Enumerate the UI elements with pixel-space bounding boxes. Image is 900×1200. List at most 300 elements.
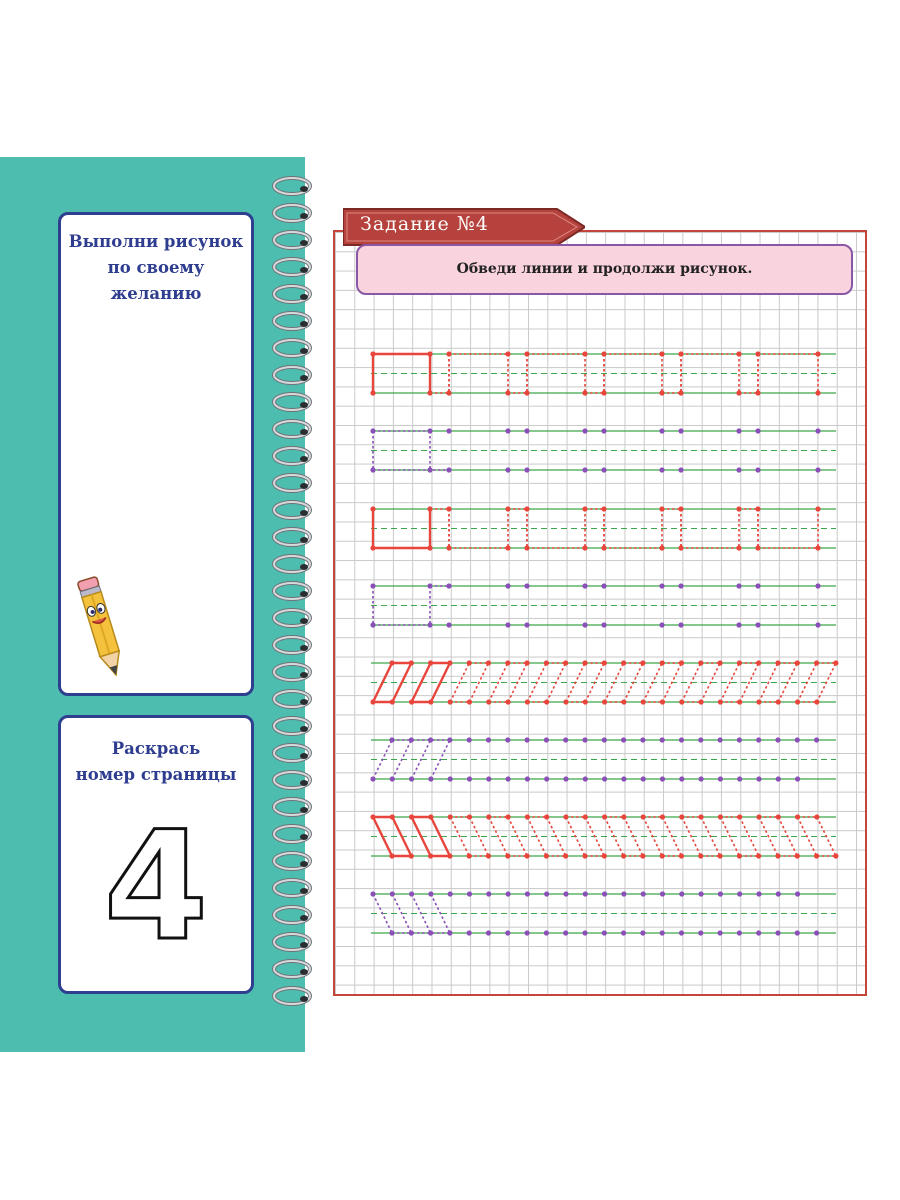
guide-dot (525, 699, 530, 704)
guide-dot (601, 545, 606, 550)
guide-dot (448, 891, 453, 896)
guide-dot (660, 737, 665, 742)
guide-dot (448, 776, 453, 781)
guide-dot (718, 930, 723, 935)
guide-dot (390, 699, 395, 704)
guide-dot (505, 428, 510, 433)
guide-dot (428, 930, 433, 935)
free-drawing-title-line1: Выполни рисунок (68, 232, 244, 251)
task-instruction: Обведи линии и продолжи рисунок. (356, 244, 853, 295)
spiral-ring (274, 745, 310, 761)
guide-dot (563, 814, 568, 819)
guide-dot (486, 814, 491, 819)
guide-dot (718, 891, 723, 896)
page-number-digit: 4 (103, 818, 209, 948)
spiral-ring (274, 907, 310, 923)
guide-dot (409, 699, 414, 704)
guide-dot (602, 814, 607, 819)
guide-dot (795, 699, 800, 704)
guide-dot (736, 622, 741, 627)
guide-dot (446, 506, 451, 511)
guide-dot (582, 351, 587, 356)
guide-dot (776, 814, 781, 819)
guide-dot (814, 699, 819, 704)
guide-dot (756, 814, 761, 819)
guide-dot (833, 660, 838, 665)
guide-dot (409, 776, 414, 781)
spiral-ring (274, 394, 310, 410)
guide-dot (679, 930, 684, 935)
guide-dot (389, 930, 394, 935)
guide-dot (370, 351, 375, 356)
pencil-mascot-icon (77, 571, 127, 687)
guide-dot (602, 891, 607, 896)
guide-dot (755, 506, 760, 511)
guide-dot (736, 545, 741, 550)
guide-dot (486, 930, 491, 935)
guide-dot (506, 699, 511, 704)
guide-dot (659, 390, 664, 395)
spiral-ring (274, 178, 310, 194)
guide-dot (467, 737, 472, 742)
guide-dot (815, 390, 820, 395)
spiral-ring (274, 205, 310, 221)
guide-dot (505, 583, 510, 588)
guide-dot (602, 699, 607, 704)
guide-dot (447, 930, 452, 935)
guide-dot (427, 583, 432, 588)
spiral-ring (274, 718, 310, 734)
guide-dot (602, 660, 607, 665)
guide-dot (601, 428, 606, 433)
guide-dot (756, 737, 761, 742)
guide-dot (718, 737, 723, 742)
spiral-ring (274, 475, 310, 491)
guide-dot (679, 776, 684, 781)
guide-dot (776, 891, 781, 896)
guide-dot (737, 699, 742, 704)
guide-dot (467, 699, 472, 704)
guide-dot (446, 583, 451, 588)
guide-dot (698, 930, 703, 935)
spiral-ring (274, 691, 310, 707)
guide-dot (640, 930, 645, 935)
guide-dot (641, 814, 646, 819)
spiral-ring (274, 313, 310, 329)
guide-dot (428, 891, 433, 896)
guide-dot (525, 930, 530, 935)
guide-dot (659, 583, 664, 588)
spiral-ring (274, 259, 310, 275)
trace-segment (605, 817, 624, 856)
guide-dot (505, 737, 510, 742)
guide-dot (737, 776, 742, 781)
guide-dot (679, 891, 684, 896)
guide-dot (428, 699, 433, 704)
guide-dot (448, 699, 453, 704)
page-number-outline[interactable] (101, 818, 211, 948)
spiral-ring (274, 637, 310, 653)
guide-dot (409, 660, 414, 665)
guide-dot (390, 776, 395, 781)
guide-dot (718, 699, 723, 704)
guide-dot (621, 699, 626, 704)
spiral-ring (274, 556, 310, 572)
guide-dot (582, 545, 587, 550)
tracing-exercise[interactable] (333, 230, 867, 996)
guide-dot (718, 853, 723, 858)
guide-dot (370, 776, 375, 781)
guide-dot (602, 853, 607, 858)
spiral-ring (274, 853, 310, 869)
guide-dot (428, 737, 433, 742)
guide-dot (659, 622, 664, 627)
guide-dot (370, 699, 375, 704)
guide-dot (563, 930, 568, 935)
free-drawing-card (58, 212, 254, 696)
color-page-number-title-line1: Раскрась (111, 739, 201, 758)
guide-dot (427, 506, 432, 511)
color-page-number-title-line2: номер страницы (75, 765, 237, 784)
guide-dot (370, 814, 375, 819)
guide-dot (755, 351, 760, 356)
guide-dot (679, 699, 684, 704)
guide-dot (582, 622, 587, 627)
guide-dot (755, 622, 760, 627)
guide-dot (370, 506, 375, 511)
guide-dot (525, 853, 530, 858)
color-page-number-title (61, 736, 251, 788)
spiral-ring (274, 988, 310, 1004)
guide-dot (506, 776, 511, 781)
guide-dot (756, 660, 761, 665)
guide-dot (370, 390, 375, 395)
guide-dot (486, 891, 491, 896)
guide-dot (736, 467, 741, 472)
guide-dot (446, 467, 451, 472)
guide-dot (641, 699, 646, 704)
guide-dot (815, 583, 820, 588)
guide-dot (506, 814, 511, 819)
guide-dot (582, 737, 587, 742)
guide-dot (621, 930, 626, 935)
guide-dot (427, 545, 432, 550)
guide-dot (467, 891, 472, 896)
guide-dot (679, 737, 684, 742)
guide-dot (582, 506, 587, 511)
guide-dot (621, 737, 626, 742)
guide-dot (601, 467, 606, 472)
guide-dot (582, 467, 587, 472)
guide-dot (428, 776, 433, 781)
guide-dot (602, 776, 607, 781)
guide-dot (467, 814, 472, 819)
guide-dot (621, 891, 626, 896)
guide-dot (448, 814, 453, 819)
guide-dot (563, 776, 568, 781)
guide-dot (660, 776, 665, 781)
guide-dot (755, 390, 760, 395)
guide-dot (525, 814, 530, 819)
spiral-ring (274, 448, 310, 464)
guide-dot (427, 622, 432, 627)
guide-dot (370, 891, 375, 896)
guide-dot (524, 467, 529, 472)
guide-dot (795, 891, 800, 896)
free-drawing-title-line2: по своему желанию (107, 258, 205, 303)
guide-dot (447, 853, 452, 858)
guide-dot (795, 776, 800, 781)
guide-dot (524, 428, 529, 433)
guide-dot (544, 776, 549, 781)
guide-dot (678, 428, 683, 433)
guide-dot (641, 891, 646, 896)
guide-dot (447, 660, 452, 665)
guide-dot (524, 622, 529, 627)
spiral-ring (274, 232, 310, 248)
guide-dot (660, 891, 665, 896)
guide-dot (659, 467, 664, 472)
guide-dot (795, 737, 800, 742)
guide-dot (755, 545, 760, 550)
guide-dot (815, 622, 820, 627)
guide-dot (506, 891, 511, 896)
guide-dot (755, 583, 760, 588)
guide-dot (621, 814, 626, 819)
guide-dot (699, 891, 704, 896)
spiral-ring (274, 529, 310, 545)
color-page-number-card (58, 715, 254, 994)
spiral-ring (274, 286, 310, 302)
task-ribbon-label: Задание №4 (360, 213, 489, 235)
guide-dot (505, 622, 510, 627)
guide-dot (505, 351, 510, 356)
guide-dot (563, 699, 568, 704)
guide-dot (505, 506, 510, 511)
guide-dot (815, 545, 820, 550)
guide-dot (736, 390, 741, 395)
guide-dot (370, 467, 375, 472)
guide-dot (814, 814, 819, 819)
guide-dot (641, 776, 646, 781)
guide-dot (505, 390, 510, 395)
guide-dot (679, 814, 684, 819)
guide-dot (447, 737, 452, 742)
guide-dot (814, 930, 819, 935)
guide-dot (776, 699, 781, 704)
guide-dot (699, 699, 704, 704)
guide-dot (544, 891, 549, 896)
guide-dot (524, 583, 529, 588)
guide-dot (524, 545, 529, 550)
guide-dot (446, 545, 451, 550)
guide-dot (678, 467, 683, 472)
guide-dot (409, 853, 414, 858)
guide-dot (698, 737, 703, 742)
guide-dot (815, 428, 820, 433)
guide-dot (486, 660, 491, 665)
guide-dot (525, 891, 530, 896)
guide-dot (467, 930, 472, 935)
guide-dot (718, 660, 723, 665)
guide-dot (737, 930, 742, 935)
spiral-ring (274, 583, 310, 599)
guide-dot (755, 467, 760, 472)
guide-dot (505, 467, 510, 472)
guide-dot (583, 891, 588, 896)
guide-dot (660, 814, 665, 819)
guide-dot (486, 737, 491, 742)
guide-dot (446, 351, 451, 356)
guide-dot (833, 853, 838, 858)
guide-dot (389, 737, 394, 742)
guide-dot (678, 622, 683, 627)
guide-dot (427, 467, 432, 472)
guide-lines (371, 586, 836, 625)
guide-dot (815, 467, 820, 472)
guide-dot (660, 699, 665, 704)
guide-dot (814, 737, 819, 742)
guide-dot (409, 737, 414, 742)
guide-dot (563, 737, 568, 742)
guide-dot (544, 814, 549, 819)
guide-dot (815, 351, 820, 356)
trace-segment (605, 663, 624, 702)
spiral-ring (274, 502, 310, 518)
spiral-ring (274, 880, 310, 896)
guide-dot (678, 545, 683, 550)
guide-dot (467, 776, 472, 781)
guide-dot (486, 699, 491, 704)
guide-dot (775, 737, 780, 742)
guide-dot (718, 776, 723, 781)
guide-dot (699, 814, 704, 819)
guide-dot (427, 428, 432, 433)
guide-dot (524, 390, 529, 395)
guide-dot (544, 737, 549, 742)
guide-dot (718, 814, 723, 819)
spiral-ring (274, 340, 310, 356)
guide-dot (736, 428, 741, 433)
guide-dot (756, 853, 761, 858)
guide-dot (737, 737, 742, 742)
guide-dot (601, 583, 606, 588)
guide-dot (659, 351, 664, 356)
guide-dot (756, 699, 761, 704)
guide-dot (390, 891, 395, 896)
guide-dot (370, 545, 375, 550)
guide-dot (678, 506, 683, 511)
guide-dot (505, 545, 510, 550)
guide-dot (582, 583, 587, 588)
guide-dot (428, 814, 433, 819)
guide-dot (583, 776, 588, 781)
guide-dot (601, 351, 606, 356)
spiral-ring (274, 664, 310, 680)
guide-dot (524, 506, 529, 511)
guide-dot (583, 699, 588, 704)
guide-dot (582, 428, 587, 433)
guide-dot (563, 853, 568, 858)
guide-dot (370, 583, 375, 588)
spiral-ring (274, 961, 310, 977)
guide-dot (640, 660, 645, 665)
guide-dot (736, 351, 741, 356)
guide-dot (756, 776, 761, 781)
guide-lines (371, 431, 836, 470)
free-drawing-title (61, 229, 251, 307)
guide-dot (563, 891, 568, 896)
guide-dot (659, 506, 664, 511)
guide-dot (737, 814, 742, 819)
guide-dot (427, 351, 432, 356)
guide-dot (660, 930, 665, 935)
guide-dot (756, 891, 761, 896)
guide-dot (776, 776, 781, 781)
guide-dot (736, 583, 741, 588)
guide-dot (699, 776, 704, 781)
spiral-ring (274, 367, 310, 383)
guide-dot (640, 853, 645, 858)
guide-dot (370, 428, 375, 433)
guide-dot (427, 390, 432, 395)
guide-dot (486, 776, 491, 781)
guide-dot (544, 699, 549, 704)
spiral-ring (274, 799, 310, 815)
spiral-ring (274, 421, 310, 437)
guide-dot (486, 853, 491, 858)
guide-dot (601, 506, 606, 511)
guide-dot (795, 660, 800, 665)
guide-dot (601, 390, 606, 395)
spiral-ring (274, 934, 310, 950)
guide-dot (621, 776, 626, 781)
guide-dot (679, 660, 684, 665)
guide-dot (525, 776, 530, 781)
guide-dot (505, 930, 510, 935)
guide-dot (815, 506, 820, 511)
guide-dot (583, 814, 588, 819)
guide-dot (755, 428, 760, 433)
guide-dot (795, 814, 800, 819)
guide-dot (795, 853, 800, 858)
guide-dot (679, 853, 684, 858)
guide-dot (370, 622, 375, 627)
guide-dot (678, 390, 683, 395)
guide-dot (524, 351, 529, 356)
guide-dot (640, 737, 645, 742)
guide-dot (678, 583, 683, 588)
guide-dot (390, 814, 395, 819)
guide-dot (659, 545, 664, 550)
guide-dot (446, 428, 451, 433)
guide-dot (409, 814, 414, 819)
guide-dot (544, 930, 549, 935)
guide-dot (525, 737, 530, 742)
guide-dot (601, 622, 606, 627)
spiral-ring (274, 610, 310, 626)
guide-dot (736, 506, 741, 511)
guide-dot (525, 660, 530, 665)
guide-dot (659, 428, 664, 433)
guide-dot (678, 351, 683, 356)
guide-dot (795, 930, 800, 935)
guide-dot (409, 930, 414, 935)
guide-dot (446, 622, 451, 627)
guide-dot (602, 737, 607, 742)
guide-dot (446, 390, 451, 395)
guide-dot (602, 930, 607, 935)
